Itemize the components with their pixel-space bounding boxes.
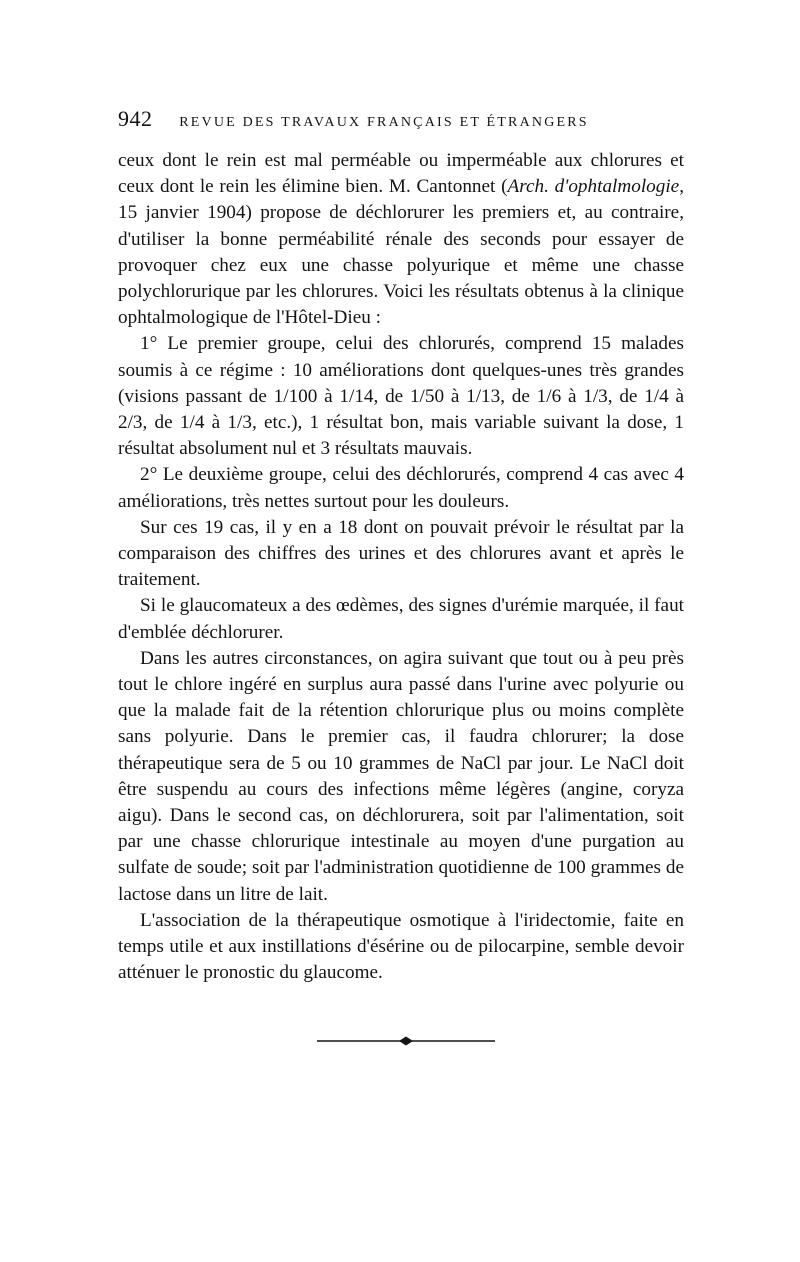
body-text: [118, 148, 684, 987]
paragraph-oedema: Si le glaucomateux a des œdèmes, des signes d'urémie marquée, il faut d'emblée déchlorurer.: [118, 595, 684, 643]
paragraph-continuation: [118, 148, 684, 331]
paragraph-first-group: 1° Le premier groupe, celui des chlorurés, comprend 15 malades soumis à ce régime : 10 améliorations dont quelques-unes très grandes (visions passant de 1/100 à 1/14, de 1/50 à 1/13, de 1/6 à 1/3, de 1/4 à 2/3, de 1/4 à 1/3, etc.), 1 résultat bon, mais variable suivant la dose, 1 résultat absolument nul et 3 résultats mauvais.: [118, 333, 684, 460]
paragraph-conclusion: L'association de la thérapeutique osmotique à l'iridectomie, faite en temps utile et aux instillations d'ésérine ou de pilocarpine, semble devoir atténuer le pronostic du glaucome.: [118, 909, 684, 984]
page-header: [118, 106, 683, 136]
end-ornament-divider: [317, 1036, 495, 1046]
journal-title: Arch. d'ophtalmologie: [507, 176, 680, 198]
paragraph-text: ceux dont le rein est mal perméable ou imperméable aux chlorures et ceux dont le rein les élimine bien. M. Cantonnet (: [118, 150, 684, 198]
running-title: REVUE DES TRAVAUX FRANÇAIS ET ÉTRANGERS: [179, 115, 589, 130]
page-number: 942: [118, 106, 153, 131]
paragraph-text: , 15 janvier 1904) propose de déchlorurer les premiers et, au contraire, d'utiliser la bonne perméabilité rénale des seconds pour essayer de provoquer chez eux une chasse polyurique et même une chasse polychlorurique par les chlorures. Voici les résultats obtenus à la clinique ophtalmologique de l'Hôtel-Dieu :: [118, 176, 684, 329]
paragraph-results: Sur ces 19 cas, il y en a 18 dont on pouvait prévoir le résultat par la comparaison des chiffres des urines et des chlorures avant et après le traitement.: [118, 516, 684, 591]
paragraph-second-group: 2° Le deuxième groupe, celui des déchlorurés, comprend 4 cas avec 4 améliorations, très nettes surtout pour les douleurs.: [118, 464, 684, 512]
paragraph-other-circumstances: Dans les autres circonstances, on agira suivant que tout ou à peu près tout le chlore ingéré en surplus aura passé dans l'urine avec polyurie ou que la malade fait de la rétention chlorurique plus ou moins complète sans polyurie. Dans le premier cas, il faudra chlorurer; la dose thérapeutique sera de 5 ou 10 grammes de NaCl par jour. Le NaCl doit être suspendu au cours des infections même légères (angine, coryza aigu). Dans le second cas, on déchlorurera, soit par l'alimentation, soit par une chasse chlorurique intestinale au moyen d'une purgation au sulfate de soude; soit par l'administration quotidienne de 100 grammes de lactose dans un litre de lait.: [118, 647, 684, 905]
